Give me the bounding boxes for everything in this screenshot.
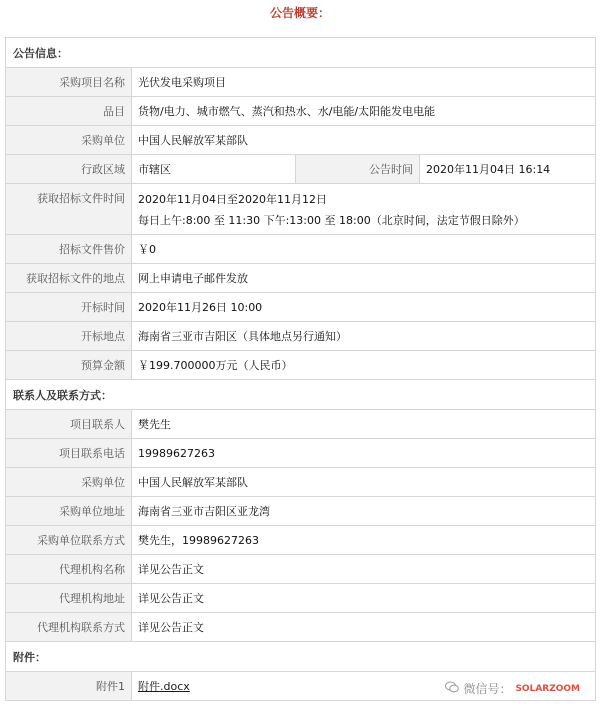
doc-time-value (132, 184, 596, 235)
doc-price-label: 招标文件售价 (6, 235, 132, 264)
purchaser-address-value: 海南省三亚市吉阳区亚龙湾 (132, 497, 596, 526)
purchaser-value: 中国人民解放军某部队 (132, 126, 596, 155)
wechat-watermark (445, 680, 580, 697)
agency-contact-label: 代理机构联系方式 (6, 613, 132, 642)
region-value: 市辖区 (132, 155, 296, 184)
doc-time-dates: 2020年11月04日至2020年11月12日 (138, 192, 327, 206)
publish-time-label: 公告时间 (296, 155, 420, 184)
section-attachments: 附件： (6, 642, 596, 672)
page-title: 公告概要： (269, 6, 330, 20)
wechat-icon (445, 681, 459, 696)
doc-price-value: ￥0 (132, 235, 596, 264)
phone-label: 项目联系电话 (6, 439, 132, 468)
doc-place-label: 获取招标文件的地点 (6, 264, 132, 293)
budget-label: 预算金额 (6, 351, 132, 380)
publish-time-value: 2020年11月04日 16:14 (420, 155, 596, 184)
agency-address-label: 代理机构地址 (6, 584, 132, 613)
agency-name-label: 代理机构名称 (6, 555, 132, 584)
category-label: 品目 (6, 97, 132, 126)
section-notice-info: 公告信息： (6, 38, 596, 68)
agency-name-value: 详见公告正文 (132, 555, 596, 584)
watermark-text: 微信号： (463, 682, 512, 696)
notice-table (5, 37, 596, 701)
solarzoom-logo: SOLARZOOM (515, 683, 580, 694)
project-name-value: 光伏发电采购项目 (132, 68, 596, 97)
open-place-value: 海南省三亚市吉阳区（具体地点另行通知） (132, 322, 596, 351)
purchaser-contact-value: 樊先生，19989627263 (132, 526, 596, 555)
attachment-label: 附件1 (6, 672, 132, 701)
contact-value: 樊先生 (132, 410, 596, 439)
doc-time-hours: 每日上午:8:00 至 11:30 下午:13:00 至 18:00（北京时间，法定节假日除外） (138, 213, 525, 227)
contact-purchaser-value: 中国人民解放军某部队 (132, 468, 596, 497)
agency-contact-value: 详见公告正文 (132, 613, 596, 642)
agency-address-value: 详见公告正文 (132, 584, 596, 613)
doc-place-value: 网上申请电子邮件发放 (132, 264, 596, 293)
contact-label: 项目联系人 (6, 410, 132, 439)
open-place-label: 开标地点 (6, 322, 132, 351)
doc-time-label: 获取招标文件时间 (6, 184, 132, 235)
purchaser-contact-label: 采购单位联系方式 (6, 526, 132, 555)
contact-purchaser-label: 采购单位 (6, 468, 132, 497)
project-name-label: 采购项目名称 (6, 68, 132, 97)
open-time-label: 开标时间 (6, 293, 132, 322)
budget-value: ￥199.700000万元（人民币） (132, 351, 596, 380)
attachment-link[interactable]: 附件.docx (138, 680, 190, 693)
region-label: 行政区域 (6, 155, 132, 184)
open-time-value: 2020年11月26日 10:00 (132, 293, 596, 322)
purchaser-label: 采购单位 (6, 126, 132, 155)
phone-value: 19989627263 (132, 439, 596, 468)
section-contact-info: 联系人及联系方式： (6, 380, 596, 410)
category-value: 货物/电力、城市燃气、蒸汽和热水、水/电能/太阳能发电电能 (132, 97, 596, 126)
purchaser-address-label: 采购单位地址 (6, 497, 132, 526)
